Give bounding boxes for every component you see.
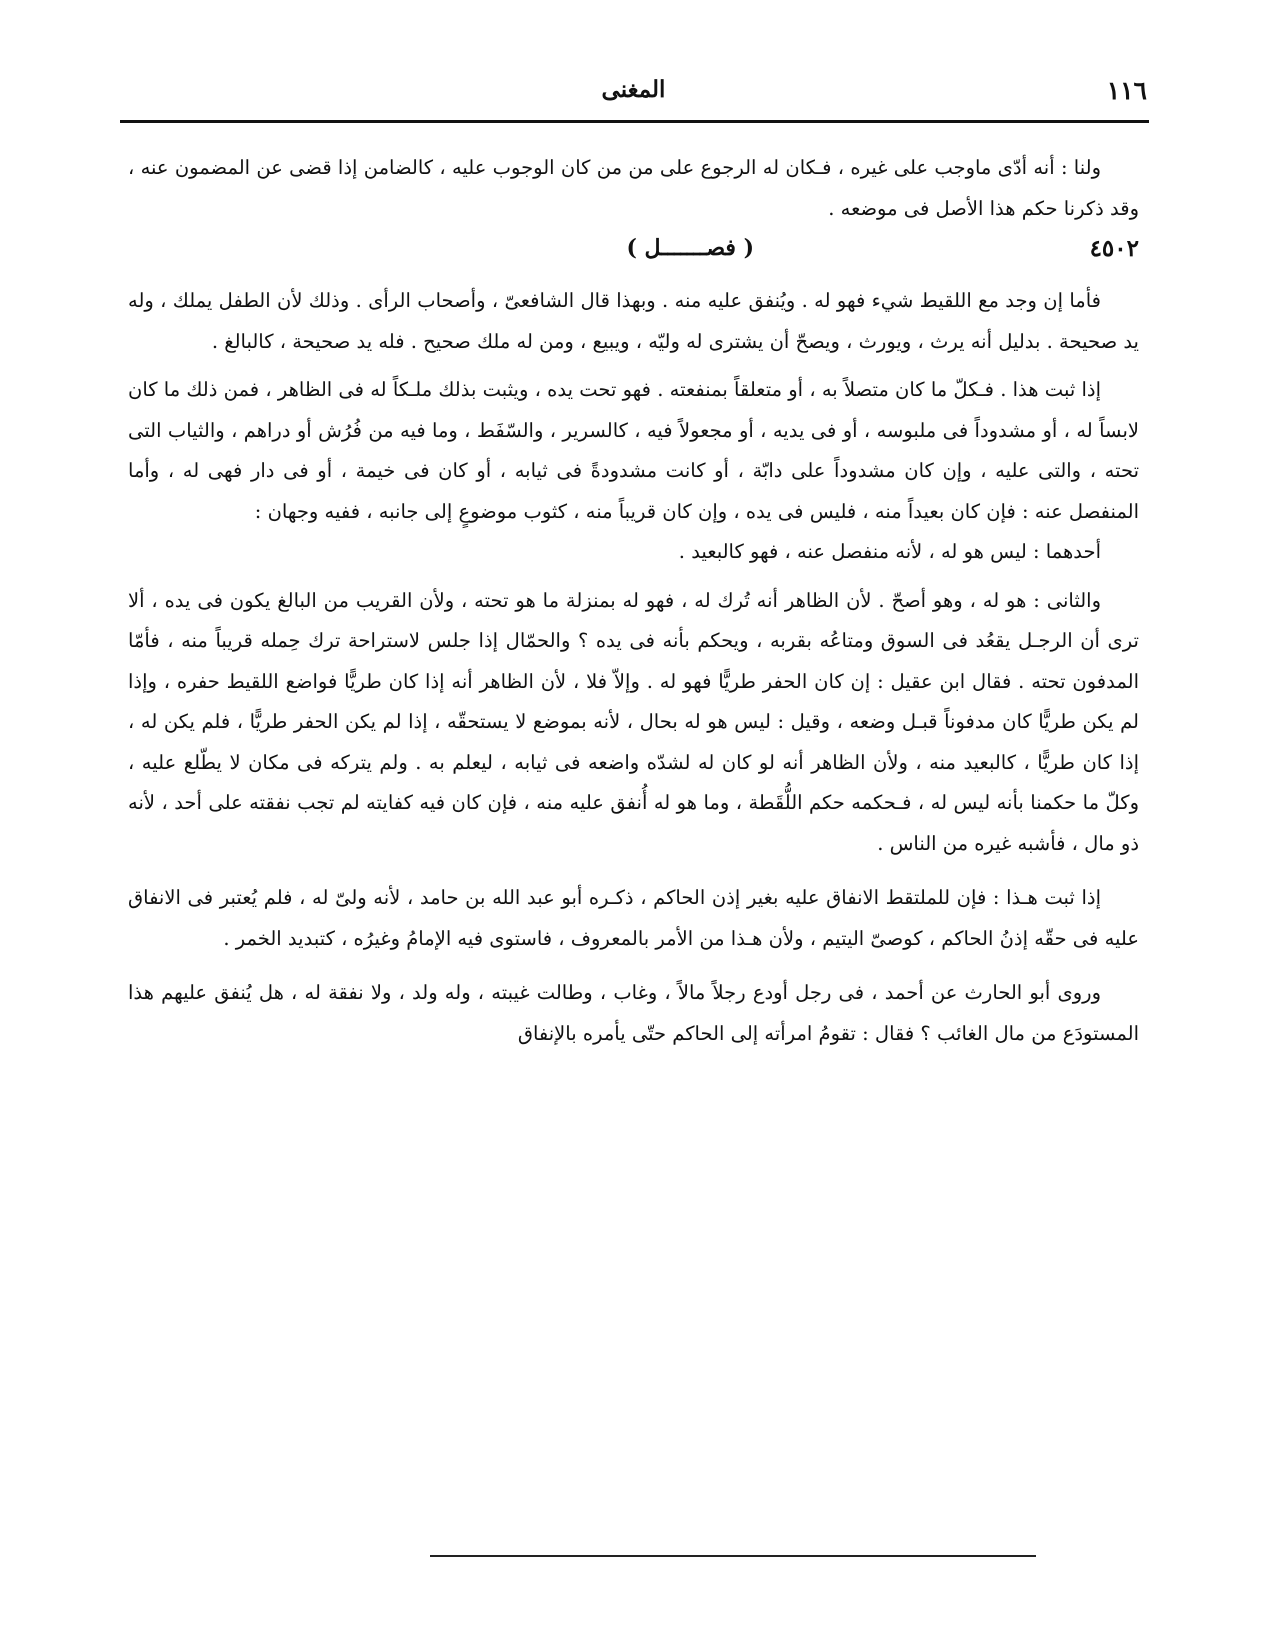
page-body: [128, 148, 1139, 1054]
paragraph: إذا ثبت هـذا : فإن للملتقط الانفاق عليه بغير إذن الحاكم ، ذكـره أبو عبد الله بن حامد ، لأنه ولىّ له ، فلم يُعتبر فى الانفاق عليه فى حقّه إذنُ الحاكم ، كوصىّ اليتيم ، ولأن هـذا من الأمر بالمعروف ، فاستوى فيه الإمامُ وغيرُه ، كتبديد الخمر .: [128, 886, 1139, 950]
section-number: ٤٥٠٢: [1089, 235, 1139, 262]
header-rule: [969, 120, 1149, 123]
section-heading: [128, 229, 1139, 281]
header-rule: [120, 120, 972, 123]
paragraph: والثانى : هو له ، وهو أصحّ . لأن الظاهر أنه تُرك له ، فهو له بمنزلة ما هو تحته ، ولأن القريب من البالغ يكون فى يده ، ألا ترى أن الرجـل يقعُد فى السوق ومتاعُه بقربه ، ويحكم بأنه فى يده ؟ والحمّال إذا جلس لاستراحة ترك حِمله قريباً منه ، فأمّا المدفون تحته . فقال ابن عقيل : إن كان الحفر طريًّا فهو له . وإلاّ فلا ، لأن الظاهر أنه إذا كان طريًّا فواضع اللقيط حفره ، وإذا لم يكن طريًّا كان مدفوناً قبـل وضعه ، وقيل : ليس هو له بحال ، لأنه بموضع لا يستحقّه ، إذا لم يكن الحفر طريًّا ، فلم يكن له ، إذا كان طريًّا ، كالبعيد منه ، ولأن الظاهر أنه لو كان له لشدّه واضعه فى ثيابه ، ليعلم به . ولم يتركه فى مكان لا يطّلع عليه ، وكلّ ما حكمنا بأنه ليس له ، فـحكمه حكم اللُّقَطة ، وما هو له أُنفق عليه منه ، فإن كان فيه كفايته لم تجب نفقته على أحد ، لأنه ذو مال ، فأشبه غيره من الناس .: [128, 588, 1139, 855]
running-title: المغنى: [601, 76, 666, 103]
running-head: [120, 76, 1147, 110]
paragraph: إذا ثبت هذا . فـكلّ ما كان متصلاً به ، أو متعلقاً بمنفعته . فهو تحت يده ، ويثبت بذلك ملـكاً له فى الظاهر ، فمن ذلك ما كان لابساً له ، أو مشدوداً فى ملبوسه ، أو فى يديه ، أو مجعولاً فيه ، كالسرير ، والسّفَط ، وما فيه من فُرُش أو دراهم ، والثياب التى تحته ، والتى عليه ، وإن كان مشدوداً على دابّة ، أو كانت مشدودةً فى ثيابه ، أو كان فى خيمة ، أو فى دار فهى له ، وأما المنفصل عنه : فإن كان بعيداً منه ، فليس فى يده ، وإن كان قريباً منه ، كثوب موضوعٍ إلى جانبه ، ففيه وجهان :: [128, 378, 1139, 523]
paragraph: فأما إن وجد مع اللقيط شيء فهو له . ويُنفق عليه منه . وبهذا قال الشافعىّ ، وأصحاب الرأى . وذلك لأن الطفل يملك ، وله يد صحيحة . بدليل أنه يرث ، ويورث ، ويصحّ أن يشترى له وليّه ، ويبيع ، ومن له ملك صحيح . فله يد صحيحة ، كالبالغ .: [128, 289, 1139, 353]
footnote-rule: [430, 1555, 1036, 1557]
paragraph: وروى أبو الحارث عن أحمد ، فى رجل أودع رجلاً مالاً ، وغاب ، وطالت غيبته ، وله ولد ، ولا نفقة له ، هل يُنفق عليهم هذا المستودَع من مال الغائب ؟ فقال : تقومُ امرأته إلى الحاكم حتّى يأمره بالإنفاق: [128, 981, 1139, 1045]
section-title: ( فصـــــــل ): [626, 235, 754, 261]
paragraph: ولنا : أنه أدّى ماوجب على غيره ، فـكان له الرجوع على من من كان الوجوب عليه ، كالضامن إذا قضى عن المضمون عنه ، وقد ذكرنا حكم هذا الأصل فى موضعه .: [128, 156, 1139, 220]
page-number: ١١٦: [1106, 76, 1147, 105]
paragraph: أحدهما : ليس هو له ، لأنه منفصل عنه ، فهو كالبعيد .: [678, 540, 1101, 563]
